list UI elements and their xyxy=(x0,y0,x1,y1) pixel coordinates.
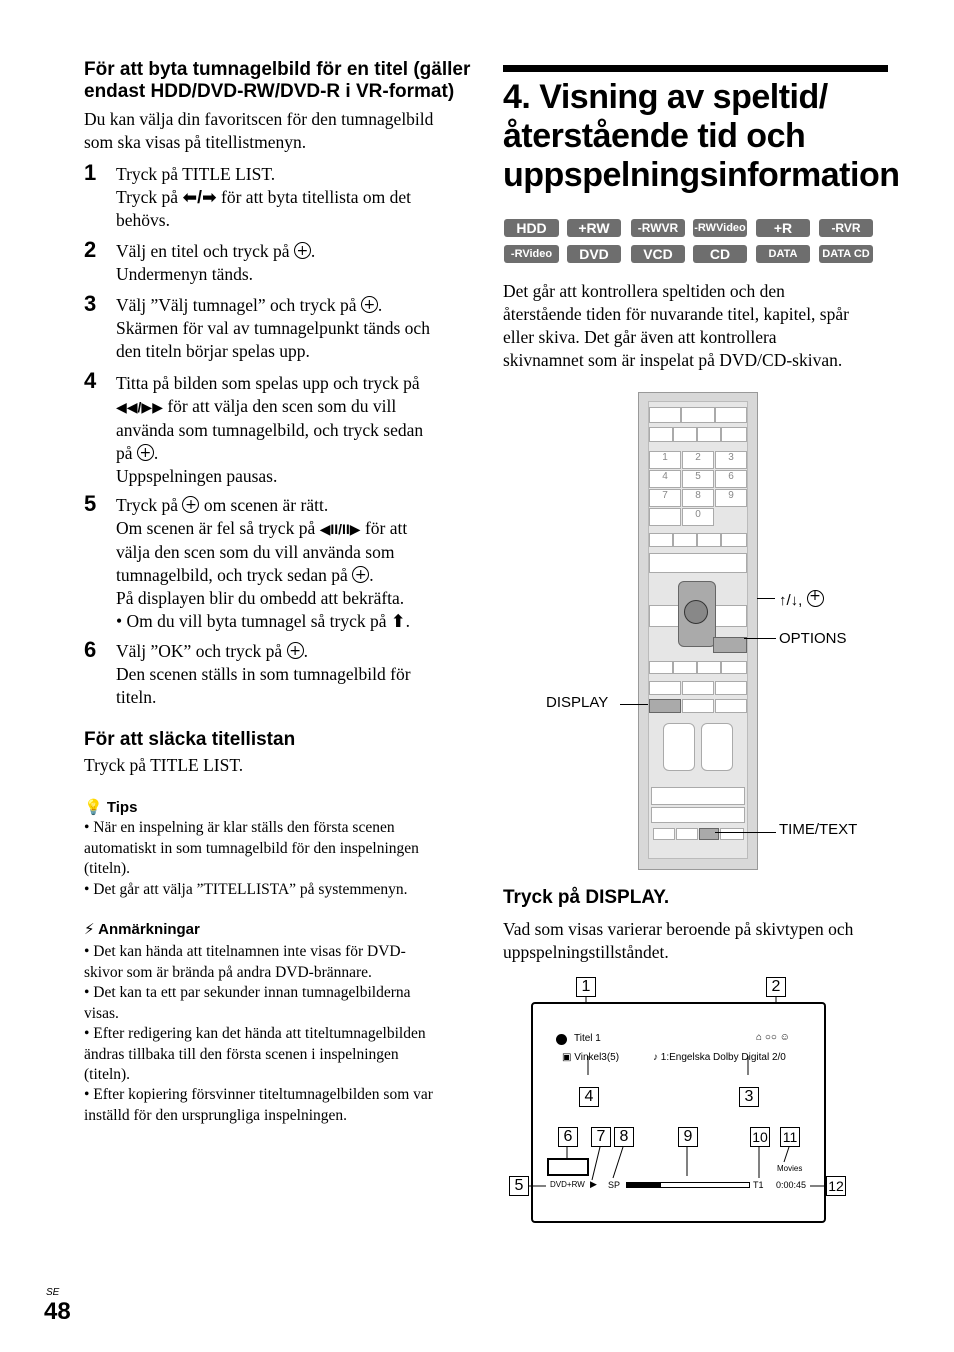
disc-badge: -RVR xyxy=(819,219,873,237)
callout-lines xyxy=(500,990,860,1210)
subheading-text: Tryck på TITLE LIST. xyxy=(84,755,244,775)
remote-button xyxy=(653,828,675,840)
remote-button xyxy=(681,407,715,423)
note-line: skivor som är brända på andra DVD-brännare. xyxy=(84,963,372,981)
disc-type: DVD+RW xyxy=(550,1180,585,1189)
key-2: 2 xyxy=(682,451,714,469)
up-arrow-icon: ⬆ xyxy=(390,611,406,631)
note-line: • Efter redigering kan det hända att titeltumnagelbilden xyxy=(84,1025,426,1042)
remote-button xyxy=(720,828,744,840)
disc-badge: DATA CD xyxy=(819,245,873,263)
step-text xyxy=(503,918,853,964)
note-item xyxy=(84,983,481,1024)
step-text: Titta på bilden som spelas upp och tryck på xyxy=(116,373,420,393)
remote-button xyxy=(673,533,697,547)
step-heading: Tryck på DISPLAY. xyxy=(503,887,670,908)
key-8: 8 xyxy=(682,489,714,507)
step-text: Välj ”OK” och tryck på +. xyxy=(116,640,468,663)
key-7: 7 xyxy=(649,489,681,507)
key-5: 5 xyxy=(682,470,714,488)
disc-badge: -RWVR xyxy=(631,219,685,237)
remote-control xyxy=(638,392,758,870)
step-2 xyxy=(116,240,468,286)
callout-line xyxy=(744,638,776,639)
step-text: Välj ”Välj tumnagel” och tryck på +. xyxy=(116,294,468,317)
page-title-line: uppspelningsinformation xyxy=(503,156,900,194)
step-text: behövs. xyxy=(116,210,170,230)
step-text: Om scenen är fel så tryck på ◀II/II▶ för att xyxy=(116,518,408,538)
tip-line: • När en inspelning är klar ställs den första scenen xyxy=(84,819,395,836)
step-text: Uppspelningen pausas. xyxy=(116,466,278,486)
key-4: 4 xyxy=(649,470,681,488)
step-number: 3 xyxy=(84,291,97,316)
time-text-button xyxy=(699,828,719,840)
callout-11: 11 xyxy=(780,1127,800,1147)
page-title xyxy=(503,78,899,195)
description-line: återstående tiden för nuvarande titel, kapitel, spår xyxy=(503,304,849,324)
tips-heading: 💡 Tips xyxy=(84,799,138,816)
callout-4: 4 xyxy=(579,1087,599,1107)
step-number: 5 xyxy=(84,491,97,516)
remote-button xyxy=(697,533,721,547)
key-1: 1 xyxy=(649,451,681,469)
callout-8: 8 xyxy=(614,1127,634,1147)
step-number: 2 xyxy=(84,237,97,262)
disc-badge: -RWVideo xyxy=(693,219,747,237)
remote-button xyxy=(649,533,673,547)
step-number: 4 xyxy=(84,368,97,393)
power-button xyxy=(715,407,747,423)
tip-item xyxy=(84,818,481,880)
display-label: DISPLAY xyxy=(546,694,609,711)
callout-2: 2 xyxy=(766,977,786,997)
remote-button xyxy=(721,533,747,547)
step-text: Tryck på TITLE LIST. xyxy=(116,164,276,184)
step-text: Skärmen för val av tumnagelpunkt tänds och xyxy=(116,318,430,338)
step-text: använda som tumnagelbild, och tryck sedan xyxy=(116,420,424,440)
page-title-line: återstående tid och xyxy=(503,117,806,155)
tip-item xyxy=(84,880,481,901)
callout-6: 6 xyxy=(558,1127,578,1147)
note-line: • Efter kopiering försvinner titeltumnagelbilden som var xyxy=(84,1086,433,1103)
description xyxy=(503,280,849,372)
remote-button xyxy=(651,787,745,805)
step-text-line: uppspelningstillståndet. xyxy=(503,942,669,962)
step-text: ◀◀/▶▶ för att välja den scen som du vill xyxy=(116,396,397,416)
description-line: eller skiva. Det går även att kontrollera xyxy=(503,327,777,347)
disc-badge: DVD xyxy=(567,245,621,263)
enter-button-icon xyxy=(361,296,378,313)
callout-12: 12 xyxy=(826,1176,846,1196)
callout-7: 7 xyxy=(591,1127,611,1147)
key-9: 9 xyxy=(715,489,747,507)
callout-line xyxy=(715,832,776,833)
enter-button-icon xyxy=(287,642,304,659)
step-text: Den scenen ställs in som tumnagelbild för xyxy=(116,664,411,684)
note-line: (titeln). xyxy=(84,1066,131,1083)
options-label: OPTIONS xyxy=(779,630,847,647)
volume-rocker xyxy=(663,723,695,771)
screen-title: Titel 1 xyxy=(574,1033,601,1044)
disc-badge: HDD xyxy=(504,219,559,237)
note-icon: ⚡ xyxy=(84,921,95,938)
channel-rocker xyxy=(701,723,733,771)
section-heading-line: För att byta tumnagelbild för en titel (gäller xyxy=(84,59,471,80)
remote-button xyxy=(697,427,721,442)
step-number: 1 xyxy=(84,160,97,185)
step-6 xyxy=(116,640,468,709)
callout-line xyxy=(757,598,775,599)
step-text: Välj en titel och tryck på +. xyxy=(116,240,468,263)
key-3: 3 xyxy=(715,451,747,469)
tip-line: • Det går att välja ”TITELLISTA” på systemmenyn. xyxy=(84,881,408,898)
step-5 xyxy=(116,494,468,633)
note-item xyxy=(84,1024,481,1086)
callout-3: 3 xyxy=(739,1087,759,1107)
step-text: välja den scen som du vill använda som xyxy=(116,542,395,562)
callout-line xyxy=(620,704,648,705)
callout-9: 9 xyxy=(678,1127,698,1147)
step-text: Undermenyn tänds. xyxy=(116,264,254,284)
key-6: 6 xyxy=(715,470,747,488)
angle-info: ▣ Vinkel3(5) xyxy=(562,1052,620,1063)
step-4 xyxy=(116,372,468,488)
media-icons: ⌂ ○○ ☺ xyxy=(756,1032,790,1043)
remote-button xyxy=(721,427,747,442)
track-number: T1 xyxy=(753,1180,764,1190)
disc-badge: DATA DVD xyxy=(756,245,810,263)
step-frame-icon: ◀II/II▶ xyxy=(319,521,361,537)
remote-button xyxy=(649,508,681,526)
remote-button xyxy=(651,807,745,823)
audio-info: ♪ 1:Engelska Dolby Digital 2/0 xyxy=(653,1052,786,1063)
callout-1: 1 xyxy=(576,977,596,997)
title-rule xyxy=(503,65,888,72)
intro-line: som ska visas på titellistmenyn. xyxy=(84,132,307,152)
enter-button-icon xyxy=(294,242,311,259)
note-line: • Det kan ta ett par sekunder innan tumnagelbilderna xyxy=(84,984,411,1001)
step-text: den titeln börjar spelas upp. xyxy=(116,341,310,361)
step-1 xyxy=(116,163,468,232)
remote-button xyxy=(715,681,747,695)
stop-button xyxy=(715,699,747,713)
remote-button xyxy=(649,661,673,674)
section-heading xyxy=(84,59,470,103)
remote-button xyxy=(649,553,747,573)
tip-line: automatiskt in som tumnagelbild för den inspelningen xyxy=(84,839,419,857)
step-text: på +. xyxy=(116,442,468,465)
step-text: Tryck på ⬅/➡ för att byta titellista om det xyxy=(116,187,412,207)
enter-button xyxy=(684,600,708,624)
play-icon: ▶ xyxy=(590,1179,597,1189)
time-text-label: TIME/TEXT xyxy=(779,821,858,838)
step-text: På displayen blir du ombedd att bekräfta. xyxy=(116,588,405,608)
key-0: 0 xyxy=(682,508,714,526)
step-text-line: Vad som visas varierar beroende på skivtypen och xyxy=(503,919,854,939)
callout-10: 10 xyxy=(750,1127,770,1147)
lightbulb-icon: 💡 xyxy=(84,799,103,816)
remote-button xyxy=(676,828,698,840)
remote-button xyxy=(649,605,681,627)
remote-button xyxy=(649,681,681,695)
language-code: SE xyxy=(46,1287,60,1298)
step-text: tumnagelbild, och tryck sedan på +. xyxy=(116,564,468,587)
step-number: 6 xyxy=(84,637,97,662)
remote-button xyxy=(649,407,681,423)
note-item xyxy=(84,1085,481,1126)
intro-text xyxy=(84,108,433,154)
remote-button xyxy=(673,661,697,674)
subheading: För att släcka titellistan xyxy=(84,729,296,750)
step-text: Tryck på + om scenen är rätt. xyxy=(116,494,468,517)
arrows-label: ↑/↓, + xyxy=(779,590,824,609)
notes-heading: ⚡ Anmärkningar xyxy=(84,921,200,938)
enter-button-icon xyxy=(352,566,369,583)
title-name: Movies xyxy=(777,1164,803,1173)
step-3 xyxy=(116,294,468,363)
display-button xyxy=(649,699,681,713)
tip-line: (titeln). xyxy=(84,860,131,877)
description-line: skivnamnet som är inspelat på DVD/CD-skivan. xyxy=(503,350,843,370)
note-line: inställd för den ursprungliga inspelningen. xyxy=(84,1106,348,1124)
play-button xyxy=(682,681,714,695)
enter-button-icon xyxy=(137,444,154,461)
remote-button xyxy=(715,605,747,627)
note-line: ändras tillbaka till den första scenen i inspelningen xyxy=(84,1045,399,1063)
left-right-arrow-icon: ⬅/➡ xyxy=(182,187,217,207)
page-title-line: 4. Visning av speltid/ xyxy=(503,78,828,116)
note-line: visas. xyxy=(84,1004,119,1022)
enter-button-icon xyxy=(182,496,199,513)
callout-5: 5 xyxy=(509,1176,529,1196)
intro-line: Du kan välja din favoritscen för den tumnagelbild xyxy=(84,109,434,129)
time-counter: 0:00:45 xyxy=(776,1180,807,1190)
note-line: • Det kan hända att titelnamnen inte visas för DVD- xyxy=(84,943,406,960)
disc-badge: +R xyxy=(756,219,810,237)
record-mode: SP xyxy=(608,1180,621,1190)
camera-icon: ▣ xyxy=(562,1052,572,1063)
disc-badge: -RVideo xyxy=(504,245,559,263)
step-text: • Om du vill byta tumnagel så tryck på ⬆. xyxy=(116,611,410,631)
section-heading-line: endast HDD/DVD-RW/DVD-R i VR-format) xyxy=(84,81,455,102)
remote-button xyxy=(673,427,697,442)
remote-button xyxy=(721,661,747,674)
disc-badge: CD xyxy=(693,245,747,263)
options-button xyxy=(713,637,747,653)
disc-badge: +RW xyxy=(567,219,621,237)
note-item xyxy=(84,942,481,983)
remote-button xyxy=(649,427,673,442)
note-icon: ♪ xyxy=(653,1052,658,1063)
rewind-forward-icon: ◀◀/▶▶ xyxy=(116,399,163,415)
pause-button xyxy=(682,699,714,713)
description-line: Det går att kontrollera speltiden och den xyxy=(503,281,785,301)
remote-button xyxy=(697,661,721,674)
step-text: titeln. xyxy=(116,687,157,707)
page-number: 48 xyxy=(44,1298,71,1325)
enter-button-icon xyxy=(807,590,824,607)
disc-badge: VCD xyxy=(631,245,685,263)
